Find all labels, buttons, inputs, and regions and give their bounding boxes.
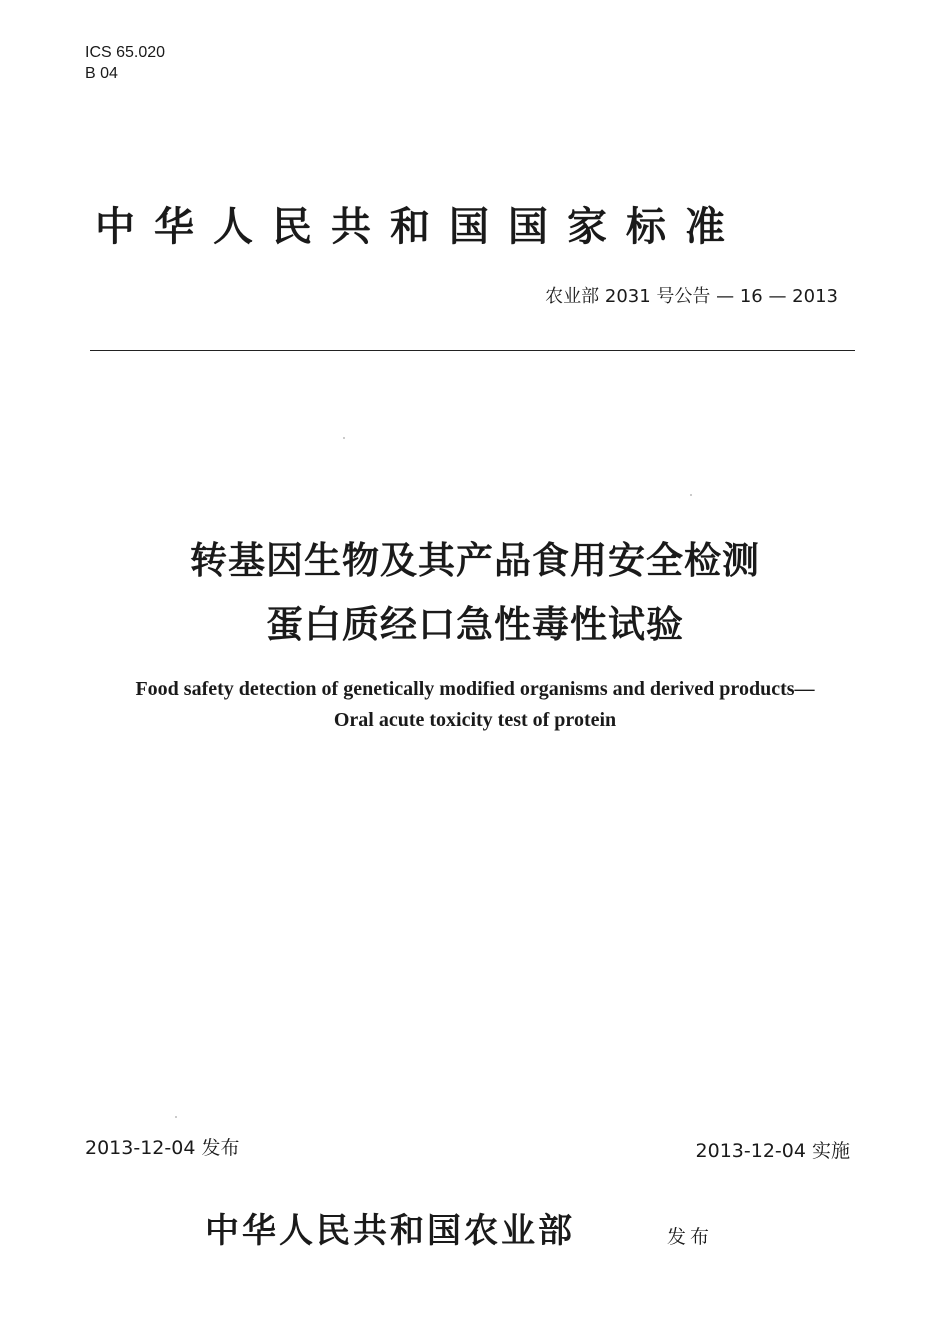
title-en-line1: Food safety detection of genetically modified organisms and derived products— (135, 678, 815, 700)
standard-category: 中华人民共和国国家标准 (95, 204, 744, 250)
classification-codes (85, 42, 165, 84)
scan-speck (175, 1116, 177, 1118)
scan-speck (343, 437, 345, 439)
standard-number: 农业部 2031 号公告 — 16 — 2013 (545, 286, 838, 307)
title-cn-line2: 蛋白质经口急性毒性试验 (266, 603, 684, 646)
title-cn-line1: 转基因生物及其产品食用安全检测 (190, 539, 760, 582)
ics-code: ICS 65.020 (85, 44, 166, 61)
issuer-suffix: 发布 (667, 1226, 714, 1248)
scan-speck (690, 494, 692, 496)
title-en-line2: Oral acute toxicity test of protein (333, 709, 617, 731)
implementation-date: 2013-12-04 实施 (695, 1140, 850, 1162)
header-divider (90, 350, 855, 351)
issue-date: 2013-12-04 发布 (85, 1137, 240, 1159)
ccs-code: B 04 (85, 65, 118, 82)
issuer-name: 中华人民共和国农业部 (205, 1211, 575, 1251)
